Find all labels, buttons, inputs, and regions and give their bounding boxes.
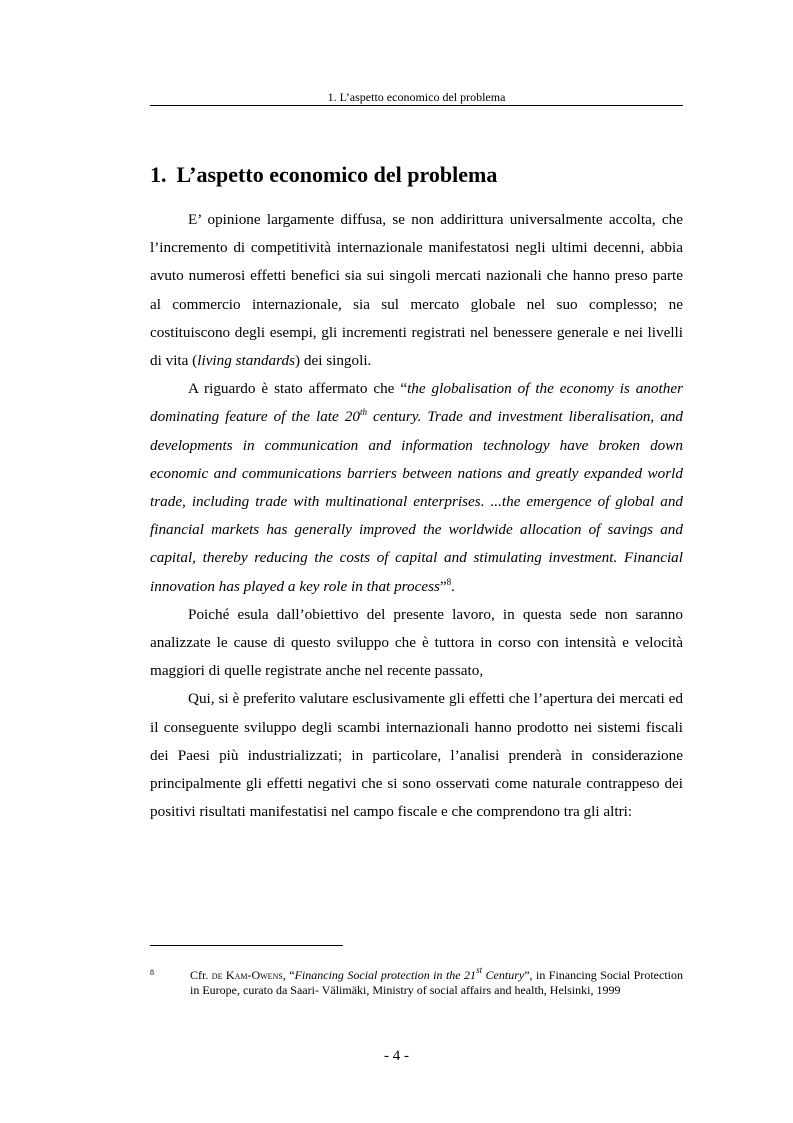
page-number: - 4 - <box>384 1048 409 1064</box>
paragraph-2 <box>150 375 683 601</box>
chapter-title-text: L’aspetto economico del problema <box>176 162 498 187</box>
chapter-title <box>150 162 497 188</box>
paragraph-2-end: . <box>451 577 455 595</box>
body-text <box>150 206 683 826</box>
footnote-number: 8 <box>150 968 154 977</box>
footnote-rest: ”, in Financing Social Protection in Europe, curato da Saari- Välimäki, Ministry of social affairs and health, Helsinki, 1999 <box>190 968 683 997</box>
footnote-open-quote: , “ <box>282 968 295 982</box>
footnote-author: de Kam-Owens <box>211 968 283 982</box>
footnote-title-a: Financing Social protection in the 21 <box>294 968 477 982</box>
paragraph-2-start: A riguardo è stato affermato che “ <box>188 380 408 398</box>
footnote-cfr: Cfr. <box>190 968 212 982</box>
paragraph-1 <box>150 206 683 375</box>
paragraph-1-end: ) dei singoli. <box>295 352 372 370</box>
footnote-body <box>190 965 683 998</box>
header-rule <box>150 105 683 106</box>
footnote-separator <box>150 945 343 946</box>
running-header-title: 1. L’aspetto economico del problema <box>327 90 506 104</box>
footnote-title-b: Century <box>482 968 525 982</box>
paragraph-3: Poiché esula dall’obiettivo del presente lavoro, in questa sede non saranno analizzate le cause di questo sviluppo che è tuttora in corso con intensità e velocità maggiori di quelle registrate anche nel recente passato, <box>150 605 683 680</box>
paragraph-4: Qui, si è preferito valutare esclusivamente gli effetti che l’apertura dei mercati ed il conseguente sviluppo degli scambi internazionali hanno prodotto nei sistemi fiscali dei Paesi più industrializzati; in particolare, l’analisi prenderà in considerazione principalmente gli effetti negativi che si sono osservati come naturale contrappeso dei positivi risultati manifestatisi nel campo fiscale e che comprendono tra gli altri: <box>150 690 683 821</box>
paragraph-1-text: E’ opinione largamente diffusa, se non addirittura universalmente accolta, che l’incremento di competitività internazionale manifestatosi negli ultimi decenni, abbia avuto numerosi effetti benefici sia sui singoli mercati nazionali che hanno preso parte al commercio internazionale, sia sul mercato globale nel suo complesso; ne costituiscono degli esempi, gli incrementi registrati nel benessere generale e nei livelli di vita ( <box>150 211 683 370</box>
chapter-number: 1. <box>150 162 167 187</box>
paragraph-1-italic: living standards <box>197 352 295 370</box>
footnote-reference[interactable]: 8 <box>446 576 452 587</box>
footnote <box>150 965 683 998</box>
quote-superscript: th <box>359 407 367 418</box>
quote-part-a: the globalisation of the economy is another dominating feature of the late 20 <box>150 380 683 426</box>
footnote-title-sup: st <box>476 965 483 975</box>
quote-part-b: century. Trade and investment liberalisation, and developments in communication and information technology have broken down economic and communications barriers between nations and greatly expanded world trade, including trade with multinational enterprises. ...the emergence of global and financial markets has generally improved the worldwide allocation of savings and capital, thereby reducing the costs of capital and stimulating investment. Financial innovation has played a key role in that process <box>150 408 683 595</box>
quote-close: ” <box>439 577 447 595</box>
